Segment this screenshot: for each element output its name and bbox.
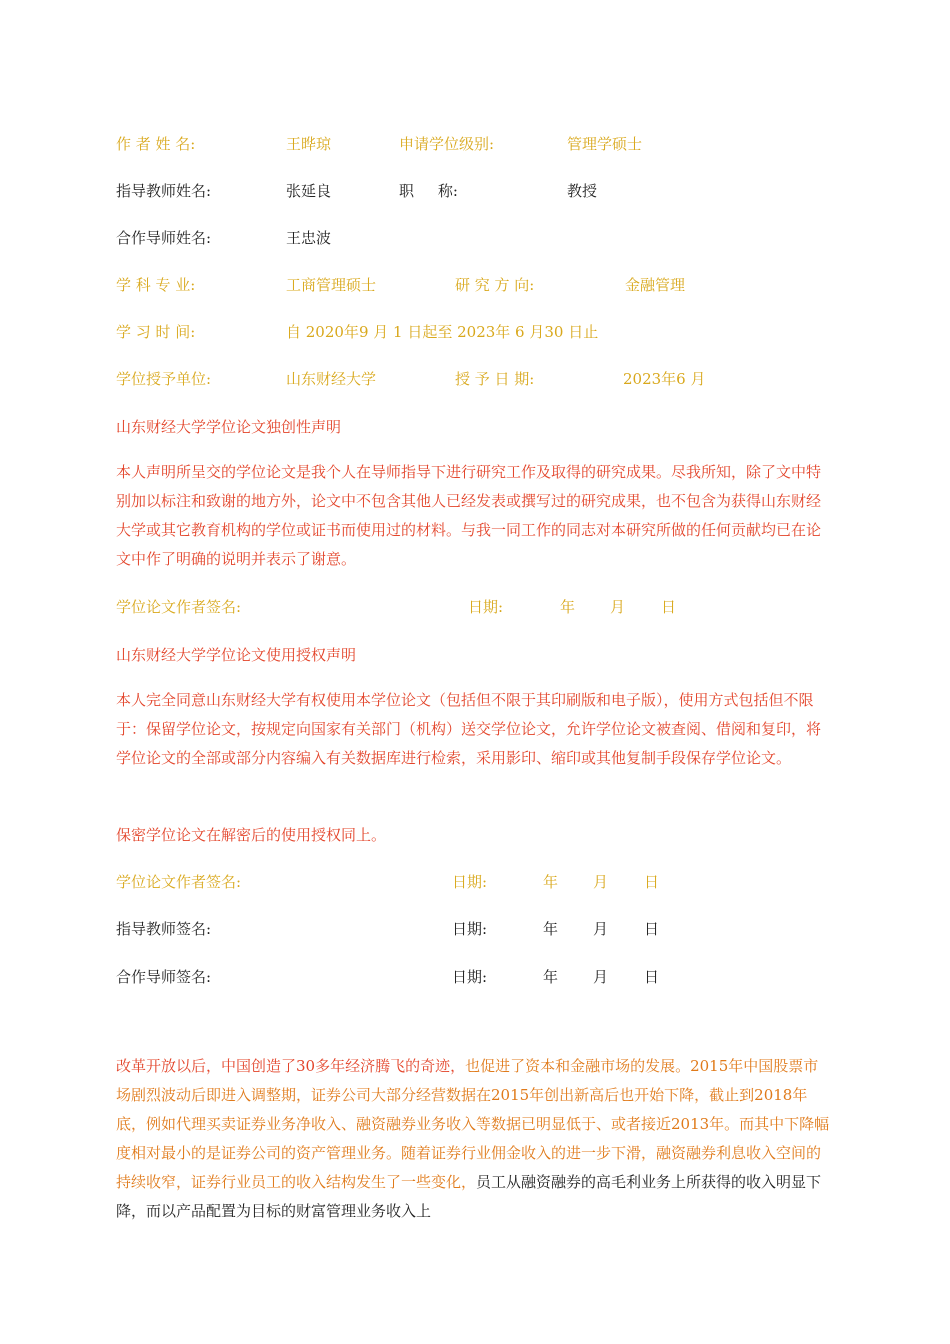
author-sign-label: 学位论文作者签名: — [116, 873, 242, 891]
research-direction-value: 金融管理 — [625, 276, 686, 294]
coadvisor-sign-date-label: 日期: — [452, 968, 488, 986]
major-value: 工商管理硕士 — [286, 276, 377, 294]
abstract-lead: 改革开放以后，中国创造了30多年经济腾飞的奇迹， — [116, 1057, 466, 1075]
coadvisor-name-label: 合作导师姓名: — [116, 229, 212, 247]
coadvisor-name-value: 王忠波 — [286, 229, 332, 247]
originality-day: 日 — [661, 598, 677, 616]
advisor-name-label: 指导教师姓名: — [116, 182, 212, 200]
advisor-name-value: 张延良 — [286, 182, 332, 200]
study-period-value: 自 2020年9 月 1 日起至 2023年 6 月30 日止 — [286, 323, 599, 341]
degree-level-value: 管理学硕士 — [567, 135, 643, 153]
research-direction-label: 研 究 方 向: — [455, 276, 535, 294]
author-sign-year: 年 — [543, 873, 559, 891]
advisor-sign-month: 月 — [593, 920, 609, 938]
abstract-body: 也促进了资本和金融市场的发展。2015年中国股票市场剧烈波动后即进入调整期，证券公司大部分经营数据在2015年创出新高后也开始下降，截止到2018年底，例如代理买卖证券业务净收入、融资融券业务收入等数据已明显低于、或者接近2013年。而其中下降幅度相对最小的是证券公司的资产管理业务。随着证券行业佣金收入的进一步下滑，融资融券利息收入空间的持续收窄，证券行业员工的收入结构发生了一些变化， — [116, 1057, 830, 1191]
study-period-label: 学 习 时 间: — [116, 323, 196, 341]
originality-year: 年 — [560, 598, 576, 616]
author-sign-date-label: 日期: — [452, 873, 488, 891]
granting-unit-value: 山东财经大学 — [286, 370, 377, 388]
originality-heading: 山东财经大学学位论文独创性声明 — [116, 418, 342, 436]
granting-unit-label: 学位授予单位: — [116, 370, 212, 388]
coadvisor-sign-year: 年 — [543, 968, 559, 986]
abstract-paragraph — [116, 1052, 831, 1226]
major-label: 学 科 专 业: — [116, 276, 196, 294]
originality-sign-label: 学位论文作者签名: — [116, 598, 242, 616]
author-name-value: 王晔琼 — [286, 135, 332, 153]
advisor-title-value: 教授 — [567, 182, 598, 200]
originality-month: 月 — [610, 598, 626, 616]
abstract-tail: 员工从融资融券的高毛利业务上所获得的收入明显下降，而以产品配置为目标的财富管理业务收入上 — [116, 1173, 822, 1220]
degree-level-label: 申请学位级别: — [399, 135, 495, 153]
author-sign-month: 月 — [593, 873, 609, 891]
advisor-sign-year: 年 — [543, 920, 559, 938]
grant-date-label: 授 予 日 期: — [455, 370, 535, 388]
secret-thesis-note: 保密学位论文在解密后的使用授权同上。 — [116, 826, 387, 844]
advisor-title-label: 职 称: — [399, 182, 458, 200]
coadvisor-sign-month: 月 — [593, 968, 609, 986]
authorization-heading: 山东财经大学学位论文使用授权声明 — [116, 646, 357, 664]
author-sign-day: 日 — [644, 873, 660, 891]
originality-body: 本人声明所呈交的学位论文是我个人在导师指导下进行研究工作及取得的研究成果。尽我所知，除了文中特别加以标注和致谢的地方外，论文中不包含其他人已经发表或撰写过的研究成果，也不包含为获得山东财经大学或其它教育机构的学位或证书而使用过的材料。与我一同工作的同志对本研究所做的任何贡献均已在论文中作了明确的说明并表示了谢意。 — [116, 463, 822, 568]
advisor-sign-date-label: 日期: — [452, 920, 488, 938]
originality-date-label: 日期: — [468, 598, 504, 616]
coadvisor-sign-label: 合作导师签名: — [116, 968, 212, 986]
advisor-sign-label: 指导教师签名: — [116, 920, 212, 938]
coadvisor-sign-day: 日 — [644, 968, 660, 986]
grant-date-value: 2023年6 月 — [623, 370, 706, 388]
advisor-sign-day: 日 — [644, 920, 660, 938]
author-name-label: 作 者 姓 名: — [116, 135, 196, 153]
authorization-body: 本人完全同意山东财经大学有权使用本学位论文（包括但不限于其印刷版和电子版），使用方式包括但不限于：保留学位论文，按规定向国家有关部门（机构）送交学位论文，允许学位论文被查阅、借阅和复印，将学位论文的全部或部分内容编入有关数据库进行检索，采用影印、缩印或其他复制手段保存学位论文。 — [116, 691, 822, 767]
